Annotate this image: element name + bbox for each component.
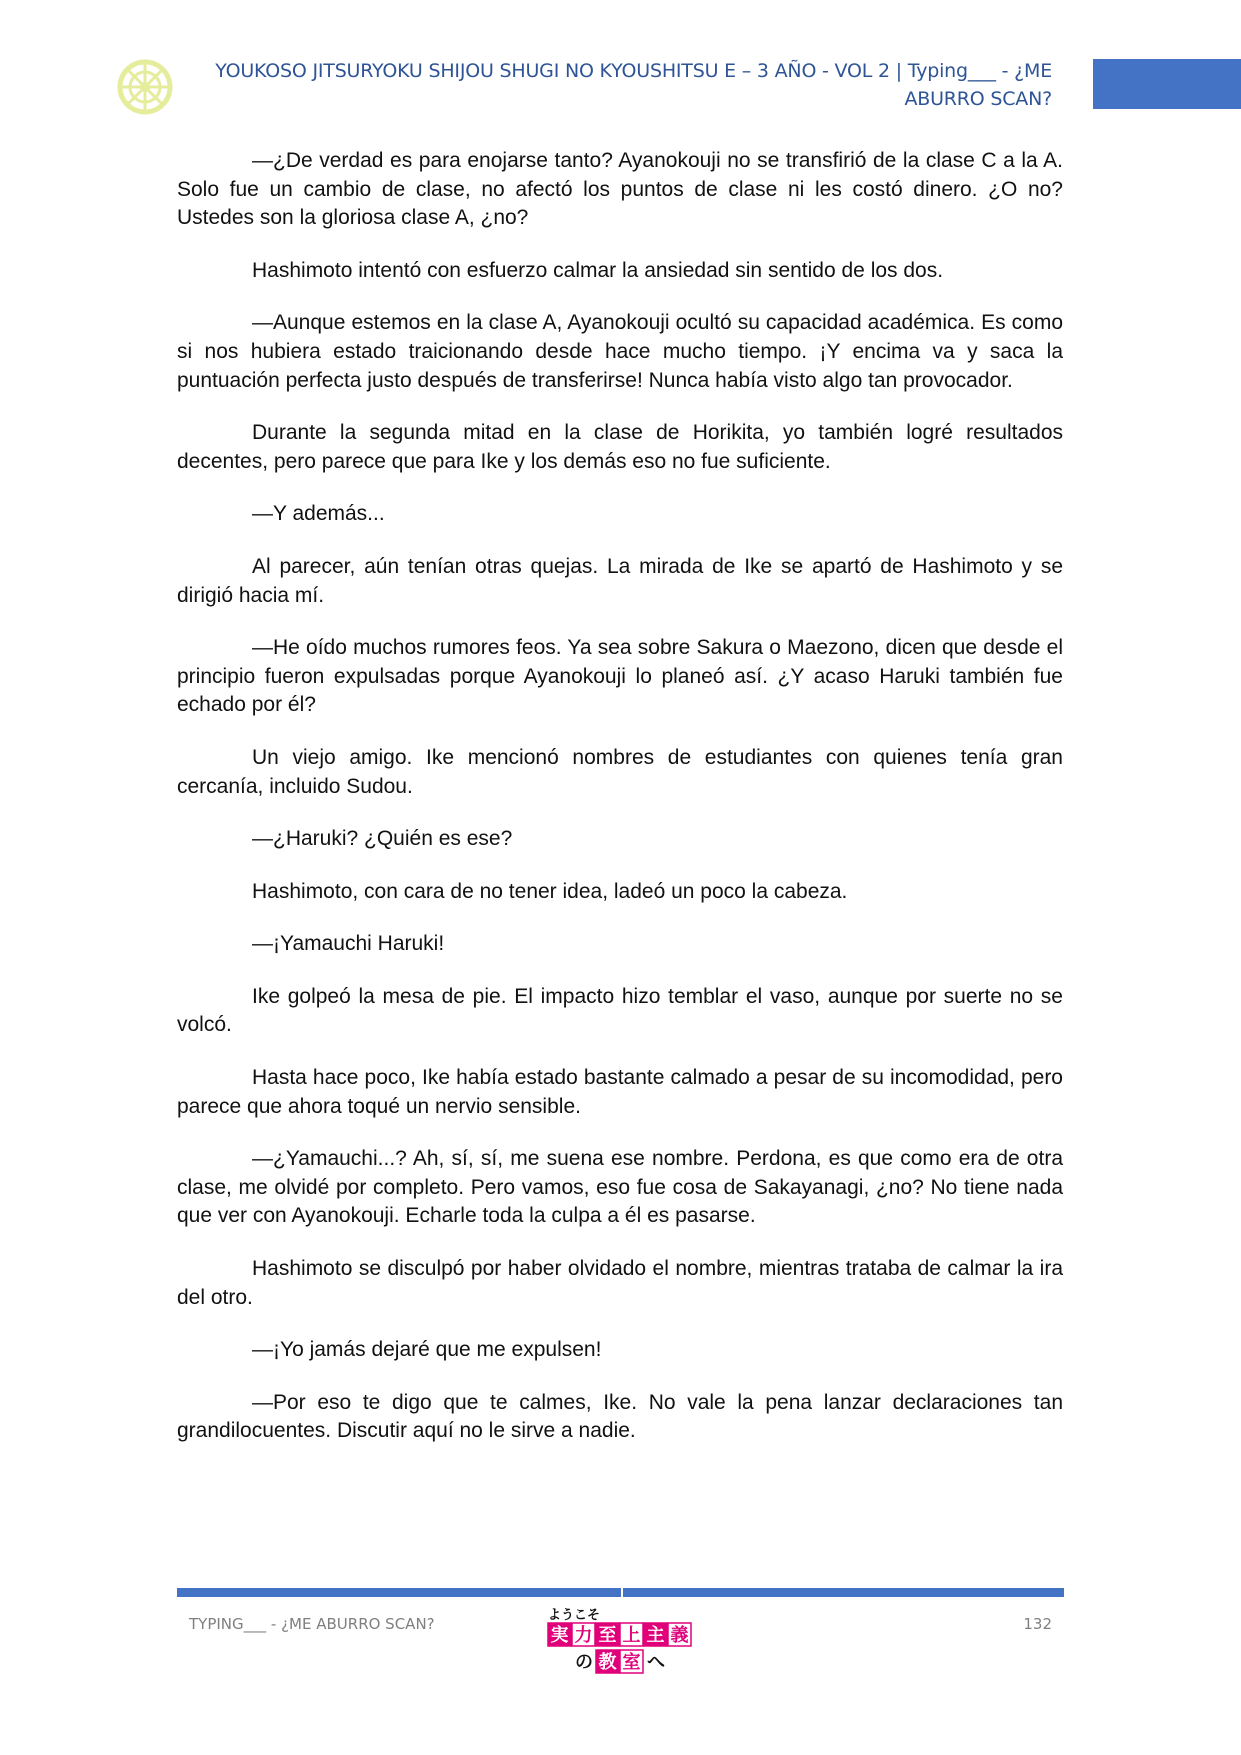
- paragraph: Durante la segunda mitad en la clase de Horikita, yo también logré resultados decentes, pero parece que para Ike y los demás eso no fue suficiente.: [177, 421, 1063, 473]
- logo-char: 主: [646, 1625, 665, 1646]
- header-accent-bar: [1093, 59, 1241, 109]
- paragraph: Un viejo amigo. Ike mencionó nombres de estudiantes con quienes tenía gran cercanía, incluido Sudou.: [177, 745, 1063, 798]
- logo-char: 力: [574, 1625, 593, 1646]
- paragraph: —¡Yamauchi Haruki!: [252, 932, 445, 956]
- paragraph: —He oído muchos rumores feos. Ya sea sobre Sakura o Maezono, dicen que desde el principio fueron expulsadas porque Ayanokouji lo planeó así. ¿Y acaso Haruki también fue echado por él?: [177, 636, 1063, 717]
- page-body: [177, 147, 1063, 1470]
- logo-top-text: ようこそ: [548, 1608, 601, 1623]
- header-title: [180, 57, 1052, 113]
- footer-divider: [177, 1588, 1064, 1597]
- paragraph: —Y además...: [252, 502, 385, 526]
- series-logo-icon: [546, 1606, 694, 1676]
- paragraph: —Aunque estemos en la clase A, Ayanokouji ocultó su capacidad académica. Es como si nos hubiera estado traicionando desde hace mucho tiempo. ¡Y encima va y saca la puntuación perfecta justo después de transferirse! Nunca había visto algo tan provocador.: [177, 311, 1063, 392]
- paragraph: —¿Yamauchi...? Ah, sí, sí, me suena ese nombre. Perdona, es que como era de otra clase, me olvidé por completo. Pero vamos, eso fue cosa de Sakayanagi, ¿no? No tiene nada que ver con Ayanokouji. Echarle toda la culpa a él es pasarse.: [177, 1147, 1063, 1228]
- paragraph: Al parecer, aún tenían otras quejas. La mirada de Ike se apartó de Hashimoto y se dirigió hacia mí.: [177, 554, 1063, 607]
- paragraph: Ike golpeó la mesa de pie. El impacto hizo temblar el vaso, aunque por suerte no se volcó.: [177, 984, 1063, 1037]
- paragraph: —¡Yo jamás dejaré que me expulsen!: [252, 1338, 602, 1362]
- logo-char: 上: [622, 1625, 641, 1646]
- paragraph: —Por eso te digo que te calmes, Ike. No vale la pena lanzar declaraciones tan grandilocuentes. Discutir aquí no le sirve a nadie.: [177, 1390, 1063, 1443]
- header-title-line-2: ABURRO SCAN?: [904, 88, 1052, 110]
- logo-char: 至: [598, 1625, 617, 1646]
- logo-char: 教: [598, 1652, 617, 1673]
- paragraph: Hashimoto, con cara de no tener idea, ladeó un poco la cabeza.: [252, 879, 848, 903]
- logo-char: へ: [647, 1652, 665, 1673]
- header-title-line-1: YOUKOSO JITSURYOKU SHIJOU SHUGI NO KYOUSHITSU E – 3 AÑO - VOL 2 | Typing___ - ¿ME: [215, 60, 1052, 82]
- paragraph: —¿De verdad es para enojarse tanto? Ayanokouji no se transfirió de la clase C a la A. Solo fue un cambio de clase, no afectó los puntos de clase ni les costó dinero. ¿O no? Ustedes son la gloriosa clase A, ¿no?: [177, 149, 1063, 230]
- logo-char: 義: [670, 1625, 689, 1646]
- paragraph: Hashimoto se disculpó por haber olvidado el nombre, mientras trataba de calmar la ira del otro.: [177, 1257, 1063, 1309]
- page-number: 132: [1023, 1615, 1052, 1633]
- logo-char: 実: [550, 1625, 569, 1646]
- footer-left-text: TYPING___ - ¿ME ABURRO SCAN?: [189, 1615, 435, 1633]
- paragraph: —¿Haruki? ¿Quién es ese?: [252, 827, 513, 851]
- logo-char: 室: [622, 1652, 641, 1673]
- paragraph: Hasta hace poco, Ike había estado bastante calmado a pesar de su incomodidad, pero parece que ahora toqué un nervio sensible.: [177, 1066, 1063, 1118]
- paragraph: Hashimoto intentó con esfuerzo calmar la ansiedad sin sentido de los dos.: [252, 258, 944, 282]
- logo-char: の: [575, 1652, 593, 1673]
- seal-emblem-icon: [117, 59, 173, 115]
